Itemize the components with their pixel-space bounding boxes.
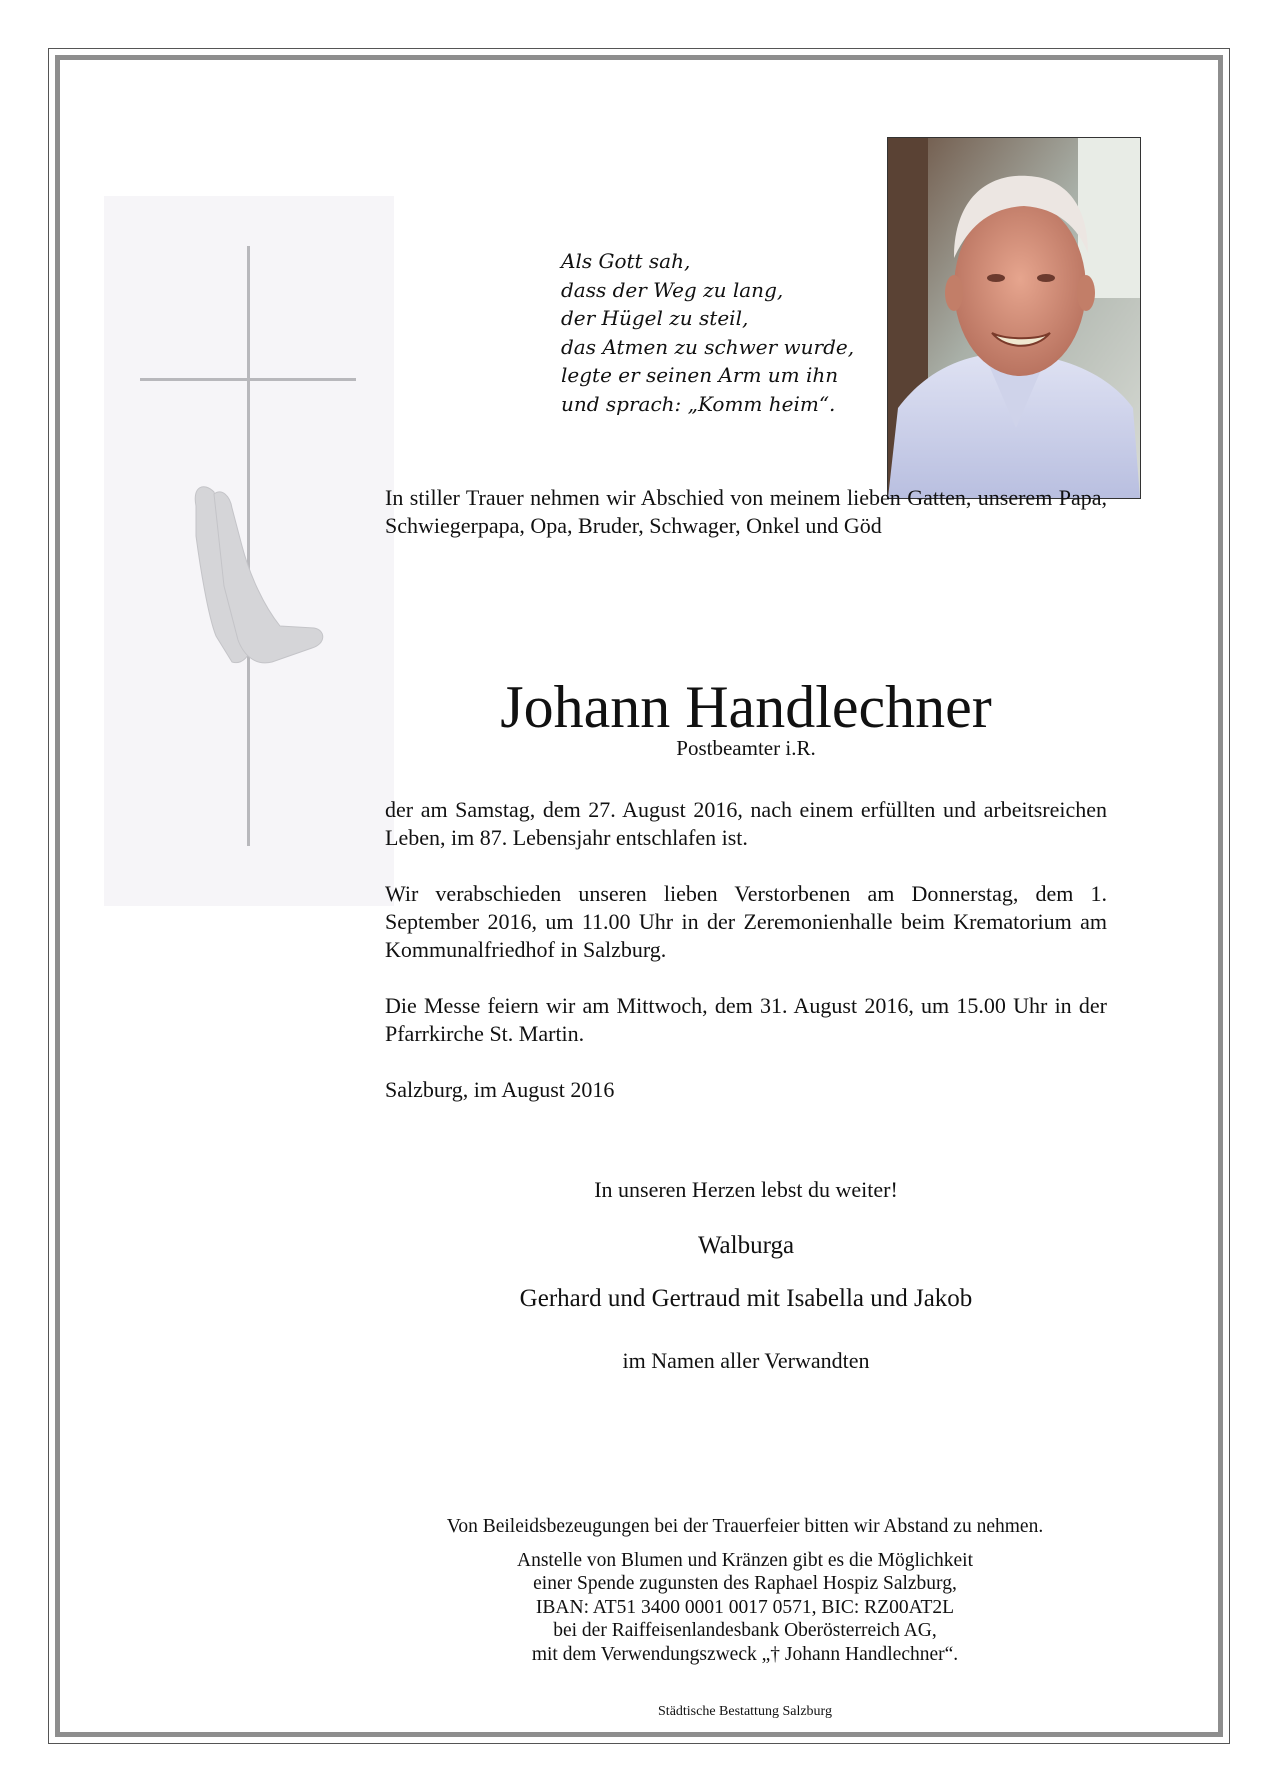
farewell-paragraph: Wir verabschieden unseren lieben Verstorbenen am Donnerstag, dem 1. September 2016, um 11.00 Uhr in der Zeremonienhalle beim Krematorium am Kommunalfriedhof in Salzburg. (385, 881, 1107, 962)
notice-line: einer Spende zugunsten des Raphael Hospiz Salzburg, (533, 1573, 957, 1594)
notice-line: Anstelle von Blumen und Kränzen gibt es die Möglichkeit (517, 1549, 973, 1571)
verse-line: dass der Weg zu lang, (561, 277, 784, 302)
verse-line: das Atmen zu schwer wurde, (561, 334, 855, 359)
verse-line: der Hügel zu steil, (561, 306, 749, 330)
mourner-spouse: Walburga (697, 1232, 795, 1259)
notice-line: IBAN: AT51 3400 0001 0017 0571, BIC: RZ00AT2L (535, 1596, 955, 1618)
memorial-verse (561, 247, 901, 418)
mass-paragraph: Die Messe feiern wir am Mittwoch, dem 31. August 2016, um 15.00 Uhr in der Pfarrkirche St. Martin. (385, 993, 1107, 1046)
deceased-name: Johann Handlechner (500, 674, 992, 740)
donation-notice (360, 1515, 1130, 1666)
place-date: Salzburg, im August 2016 (385, 1077, 615, 1102)
death-paragraph: der am Samstag, dem 27. August 2016, nach einem erfüllten und arbeitsreichen Leben, im 87. Lebensjahr entschlafen ist. (385, 797, 1107, 850)
notice-line: Von Beileidsbezeugungen bei der Trauerfeier bitten wir Abstand zu nehmen. (446, 1516, 1044, 1537)
relatives-line: im Namen aller Verwandten (622, 1348, 870, 1373)
notice-line: mit dem Verwendungszweck „† Johann Handlechner“. (531, 1643, 959, 1665)
undertaker-name: Städtische Bestattung Salzburg (658, 1704, 832, 1719)
verse-line: legte er seinen Arm um ihn (561, 363, 839, 387)
deceased-occupation: Postbeamter i.R. (676, 736, 816, 760)
mourner-family: Gerhard und Gertraud mit Isabella und Jakob (519, 1285, 973, 1312)
intro-text: In stiller Trauer nehmen wir Abschied von meinem lieben Gatten, unserem Papa, Schwiegerpapa, Opa, Bruder, Schwager, Onkel und Göd (385, 485, 1107, 538)
portrait-photo (887, 137, 1141, 499)
verse-line: und sprach: „Komm heim“. (561, 391, 836, 416)
motto: In unseren Herzen lebst du weiter! (594, 1177, 898, 1202)
cross-praying-hands-icon (104, 196, 394, 906)
notice-line: bei der Raiffeisenlandesbank Oberösterreich AG, (553, 1620, 937, 1641)
verse-line: Als Gott sah, (561, 249, 691, 273)
